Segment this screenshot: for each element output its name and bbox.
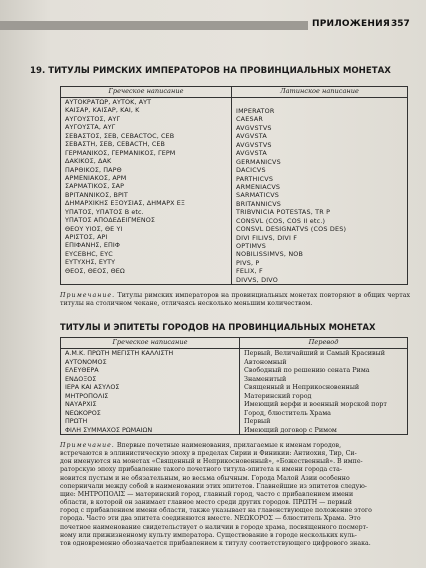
greek-title: ΑΡΙΣΤΟΣ, ΑΡΙ bbox=[65, 233, 108, 241]
note-line bbox=[60, 499, 412, 507]
latin-title: CONSVL DESIGNATVS (COS DES) bbox=[236, 225, 347, 234]
greek-column bbox=[61, 349, 240, 435]
greek-column bbox=[61, 98, 232, 285]
greek-title: ΑΡΜΕΝΙΑΚΟΣ, ΑΡΜ bbox=[65, 173, 127, 182]
note-line-text: соперничали между собой в наименовании этих эпитетов. Главнейшие из эпитетов следую- bbox=[60, 482, 367, 490]
note-line bbox=[60, 507, 412, 515]
header-bar bbox=[0, 21, 308, 30]
epithet-translation: Материнский город bbox=[244, 391, 312, 400]
note-line-text: щие: ΜΗΤΡΟΠΟΛΙΣ — материнский город, главный город, часто с прибавлением имени bbox=[60, 490, 354, 498]
note-line bbox=[60, 450, 412, 458]
greek-epithet: ΠΡΩΤΗ bbox=[65, 417, 88, 426]
note-line bbox=[60, 532, 412, 540]
note-line bbox=[60, 524, 412, 532]
latin-title: NOBILISSIMVS, NOB bbox=[236, 250, 304, 259]
greek-title: ΣΕΒΑΣΤΗ, ΣΕΒ, CEBACTH, CEB bbox=[65, 140, 166, 149]
note-line-text: города. Часто эти два эпитета соединяются вместе. ΝΕΩΚΟΡΟΣ — блюститель Храма. Это bbox=[60, 515, 361, 523]
greek-title: ΔΑΚΙΚΟΣ, ΔΑΚ bbox=[65, 157, 112, 166]
greek-epithet: ΕΛΕΥΘΕΡΑ bbox=[65, 366, 99, 375]
greek-title: ΘΕΟΥ ΥΙΟΣ, ΘΕ ΥΙ bbox=[65, 224, 123, 233]
latin-title: DACICVS bbox=[236, 166, 266, 175]
greek-epithet: ΕΝΔΟΞΟΣ bbox=[65, 374, 97, 383]
greek-epithet: ΙΕΡΑ ΚΑΙ ΑΣΥΛΟΣ bbox=[65, 383, 120, 392]
greek-title: ΒΡΙΤΑΝΝΙΚΟΣ, ΒΡΙΤ bbox=[65, 190, 128, 199]
latin-title: ARMENIACVS bbox=[236, 182, 281, 191]
note-line bbox=[60, 475, 412, 483]
note-line bbox=[60, 491, 412, 499]
epithet-translation: Знаменитый bbox=[244, 374, 287, 383]
greek-title: ΕΠΙΦΑΝΗΣ, ΕΠΙΦ bbox=[65, 241, 120, 250]
latin-title: BRITANNICVS bbox=[236, 199, 282, 208]
section2-note bbox=[60, 442, 412, 548]
translation-column bbox=[240, 349, 408, 435]
note-line-text: город с прибавлением имени области, также указывает на главенствующее положение этого bbox=[60, 507, 372, 515]
greek-title: ΥΠΑΤΟΣ ΑΠΟΔΕΔΕΙΓΜΕΝΟΣ bbox=[65, 216, 156, 225]
latin-title: AVGVSTA bbox=[236, 132, 267, 141]
latin-title: PARTHICVS bbox=[236, 174, 274, 183]
greek-title: ΠΑΡΘΙΚΟΣ, ΠΑΡΘ bbox=[65, 165, 122, 174]
latin-title: CAESAR bbox=[236, 115, 264, 124]
latin-title: AVGVSTVS bbox=[236, 123, 272, 132]
greek-title: ΕΥCEBHC, ΕΥC bbox=[65, 249, 113, 258]
epithet-translation: Первый, Величайший и Самый Красивый bbox=[244, 349, 386, 357]
epithet-translation: Автономный bbox=[244, 357, 287, 366]
greek-title: ΓΕΡΜΑΝΙΚΟΣ, ΓΕΡΜΑΝΙΚΟΣ, ΓΕΡΜ bbox=[65, 148, 176, 157]
note-line-text: области, в которой он занимает главное место среди других городов. ΠΡΩΤΗ — первый bbox=[60, 499, 352, 507]
greek-title: ΑΥΓΟΥΣΤΑ, ΑΥΓ bbox=[65, 123, 116, 132]
greek-epithet: Α.Μ.Κ. ΠΡΩΤΗ ΜΕΓΙΣΤΗ ΚΑΛΛΙΣΤΗ bbox=[65, 349, 174, 357]
greek-title: ΔΗΜΑΡΧΙΚΗΣ ΕΞΟΥΣΙΑΣ, ΔΗΜΑΡΧ ΕΞ bbox=[65, 199, 186, 208]
latin-title: DIVI FILIVS, DIVI F bbox=[236, 233, 298, 242]
greek-title: ΣΕΒΑΣΤΟΣ, ΣΕΒ, CEBACTOC, CEB bbox=[65, 131, 175, 140]
running-header bbox=[0, 18, 426, 33]
col-greek-header: Греческое написание bbox=[61, 338, 240, 349]
section1-note bbox=[60, 292, 410, 308]
note-line-text: встречаются в эллинистическую эпоху в пределах Сирии и Финикии: Антиохия, Тир, Си- bbox=[60, 450, 357, 458]
note-line bbox=[60, 483, 412, 491]
note-line bbox=[60, 515, 412, 523]
epithet-translation: Свободный по решению сената Рима bbox=[244, 366, 370, 375]
note-line bbox=[60, 540, 412, 548]
latin-title: SARMATICVS bbox=[236, 191, 280, 200]
greek-title: ΚΑΙΣΑΡ, ΚΑΙΣΑΡ, ΚΑΙ, Κ bbox=[65, 106, 140, 115]
emperor-titles-table bbox=[60, 86, 408, 285]
note-line-text: дон именуются на монетах «Священный и Неприкосновенный», «Божественный». В импе- bbox=[60, 458, 363, 466]
latin-title: IMPERATOR bbox=[236, 107, 275, 115]
header-section-title: ПРИЛОЖЕНИЯ bbox=[312, 19, 390, 29]
greek-title: ΑΥΓΟΥΣΤΟΣ, ΑΥΓ bbox=[65, 114, 121, 123]
greek-epithet: ΝΑΥΑΡΧΙΣ bbox=[65, 400, 97, 409]
latin-title: PIVS, P bbox=[236, 258, 260, 267]
note-line-text: раторскую эпоху прибавление такого почетного титула-эпитета к имени города ста- bbox=[60, 466, 342, 474]
section1-title: 19. ТИТУЛЫ РИМСКИХ ИМПЕРАТОРОВ НА ПРОВИНЦИАЛЬНЫХ МОНЕТАХ bbox=[30, 66, 391, 76]
epithet-translation: Священный и Неприкосновенный bbox=[244, 383, 360, 392]
section2-title: ТИТУЛЫ И ЭПИТЕТЫ ГОРОДОВ НА ПРОВИНЦИАЛЬНЫХ МОНЕТАХ bbox=[60, 322, 376, 332]
greek-epithet: ΦΙΛΗ ΣΥΜΜΑΧΟΣ ΡΩΜΑΙΩΝ bbox=[65, 425, 153, 434]
latin-title: OPTIMVS bbox=[236, 242, 267, 250]
greek-title: ΥΠΑΤΟΣ, ΥΠΑΤΟΣ Β etc. bbox=[65, 207, 144, 216]
note-line bbox=[60, 466, 412, 474]
epithet-translation: Первый bbox=[244, 417, 271, 426]
note-line-text: почетное наименование свидетельствует о наличии в городе храма, посвященного посмерт- bbox=[60, 523, 369, 531]
city-titles-table bbox=[60, 337, 408, 435]
greek-title: ΑΥΤΟΚΡΑΤΩΡ, ΑΥΤΟΚ, ΑΥΤ bbox=[65, 98, 152, 106]
note-line-text: тов одновременно обозначается прибавлением к титулу соответствующего цифрового знака. bbox=[60, 539, 371, 547]
latin-title: DIVVS, DIVO bbox=[236, 275, 278, 284]
epithet-translation: Имеющий верфи и военный морской порт bbox=[244, 400, 387, 409]
greek-epithet: ΝΕΩΚΟΡΟΣ bbox=[65, 408, 101, 417]
latin-column bbox=[232, 98, 408, 285]
note-line-text: Впервые почетные наименования, прилагаемые к именам городов, bbox=[116, 442, 342, 449]
latin-title: AVGVSTVS bbox=[236, 140, 272, 149]
note-line-text: новится пустым и не обязательным, но весьма обычным. Города Малой Азии особенно bbox=[60, 474, 350, 482]
note-label: Примечание. bbox=[60, 292, 116, 299]
page-number: 357 bbox=[391, 19, 410, 29]
greek-title: ΣΑΡΜΑΤΙΚΟΣ, ΣΑΡ bbox=[65, 182, 125, 191]
col-latin-header: Латинское написание bbox=[232, 87, 408, 98]
greek-title: ΕΥΤΥΧΗΣ, ΕΥΤΥ bbox=[65, 258, 116, 267]
latin-title: FELIX, F bbox=[236, 267, 263, 276]
col-greek-header: Греческое написание bbox=[61, 87, 232, 98]
greek-epithet: ΑΥΤΟΝΟΜΟΣ bbox=[65, 357, 107, 366]
latin-title: AVGVSTA bbox=[236, 149, 267, 158]
note-text: Титулы римских императоров на провинциальных монетах повторяют в общих чертах титулы на столичном чекане, отличаясь несколько меньшим количеством. bbox=[60, 292, 410, 308]
epithet-translation: Город, блюститель Храма bbox=[244, 408, 331, 417]
latin-title: CONSVL (COS, COS II etc.) bbox=[236, 216, 326, 225]
greek-epithet: ΜΗΤΡΟΠΟΛΙΣ bbox=[65, 391, 109, 400]
note-line bbox=[60, 458, 412, 466]
note-label: Примечание. bbox=[60, 442, 115, 449]
epithet-translation: Имеющий договор с Римом bbox=[244, 425, 337, 434]
latin-title: TRIBVNICIA POTESTAS, TR P bbox=[236, 208, 331, 217]
col-translation-header: Перевод bbox=[240, 338, 408, 349]
latin-title: GERMANICVS bbox=[236, 157, 281, 166]
note-line-text: ному или прижизненному культу императора. Существование в городе нескольких куль- bbox=[60, 531, 357, 539]
greek-title: ΘΕΟΣ, ΘΕΟΣ, ΘΕΩ bbox=[65, 266, 125, 275]
note-line bbox=[60, 442, 412, 450]
